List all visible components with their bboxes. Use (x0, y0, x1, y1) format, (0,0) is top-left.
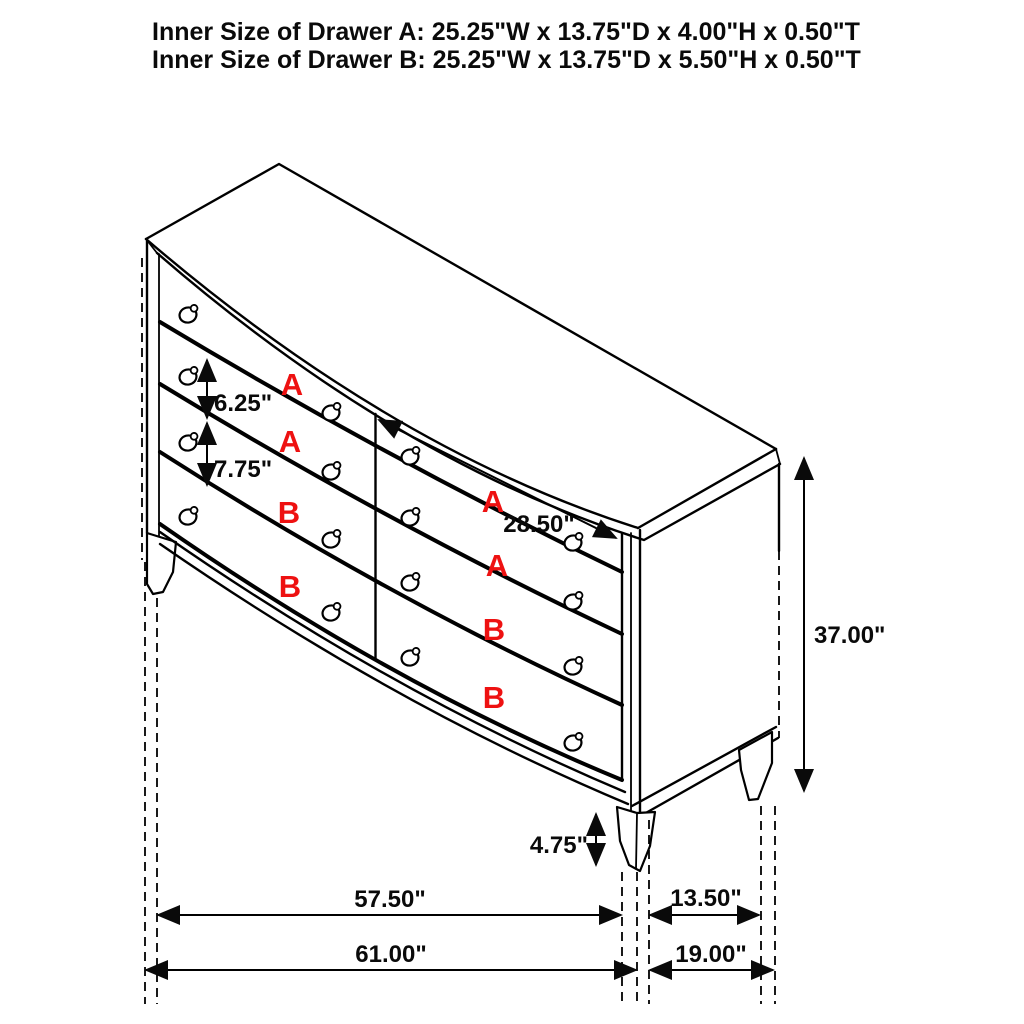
back-right-leg (739, 732, 772, 800)
front-left-leg (147, 533, 176, 594)
drawer-knob-icon (563, 656, 586, 676)
drawer-knob-icon (178, 506, 201, 526)
drawer-label-right-3: B (482, 612, 506, 647)
dimension-value: 37.00" (814, 622, 886, 649)
drawer-knob-icon (321, 461, 344, 481)
drawer-knob-icon (400, 446, 423, 466)
dimension-side-depth-between-legs (650, 885, 759, 915)
drawer-separator-row4 (160, 524, 622, 780)
dimension-value: 4.75" (529, 832, 588, 859)
drawer-knob-icon (178, 366, 201, 386)
top-slab-right-corner (776, 449, 780, 464)
dimension-value: 7.75" (214, 456, 273, 483)
title-line-2: Inner Size of Drawer B: 25.25"W x 13.75"D x 5.50"H x 0.50"T (152, 46, 861, 74)
front-right-leg-corner-line (636, 813, 637, 869)
dimension-overall-depth (650, 941, 773, 970)
dimension-value: 57.50" (354, 886, 426, 913)
dimension-value: 13.50" (670, 885, 742, 912)
title-line-1: Inner Size of Drawer A: 25.25"W x 13.75"D x 4.00"H x 0.50"T (152, 18, 860, 46)
dimension-overall-width (146, 941, 636, 970)
drawer-knob-icon (178, 432, 201, 452)
drawer-label-right-4: B (482, 680, 506, 715)
dimension-overall-height (804, 458, 885, 791)
drawer-knob-icon (400, 507, 423, 527)
dimension-value: 28.50" (503, 511, 575, 538)
dimension-front-width-between-legs (158, 886, 621, 915)
dimension-leg-height (530, 814, 596, 865)
title-block (152, 18, 861, 74)
drawer-label-left-1: A (280, 367, 304, 402)
drawer-label-left-3: B (277, 495, 301, 530)
drawer-knob-icon (563, 591, 586, 611)
drawer-knob-icon (178, 304, 201, 324)
dresser-drawing (142, 164, 780, 871)
drawer-knob-icon (400, 647, 423, 667)
drawer-knob-icon (321, 529, 344, 549)
drawer-label-left-2: A (278, 424, 302, 459)
drawer-label-right-2: A (485, 548, 509, 583)
dimension-value: 19.00" (675, 941, 747, 968)
drawer-knob-icon (400, 572, 423, 592)
drawer-label-right-1: A (481, 484, 505, 519)
dimension-value: 61.00" (355, 941, 427, 968)
drawer-knob-icon (321, 402, 344, 422)
dimension-value: 6.25" (214, 390, 273, 417)
drawer-knob-icon (563, 732, 586, 752)
drawer-label-left-4: B (278, 569, 302, 604)
drawer-knob-icon (321, 602, 344, 622)
